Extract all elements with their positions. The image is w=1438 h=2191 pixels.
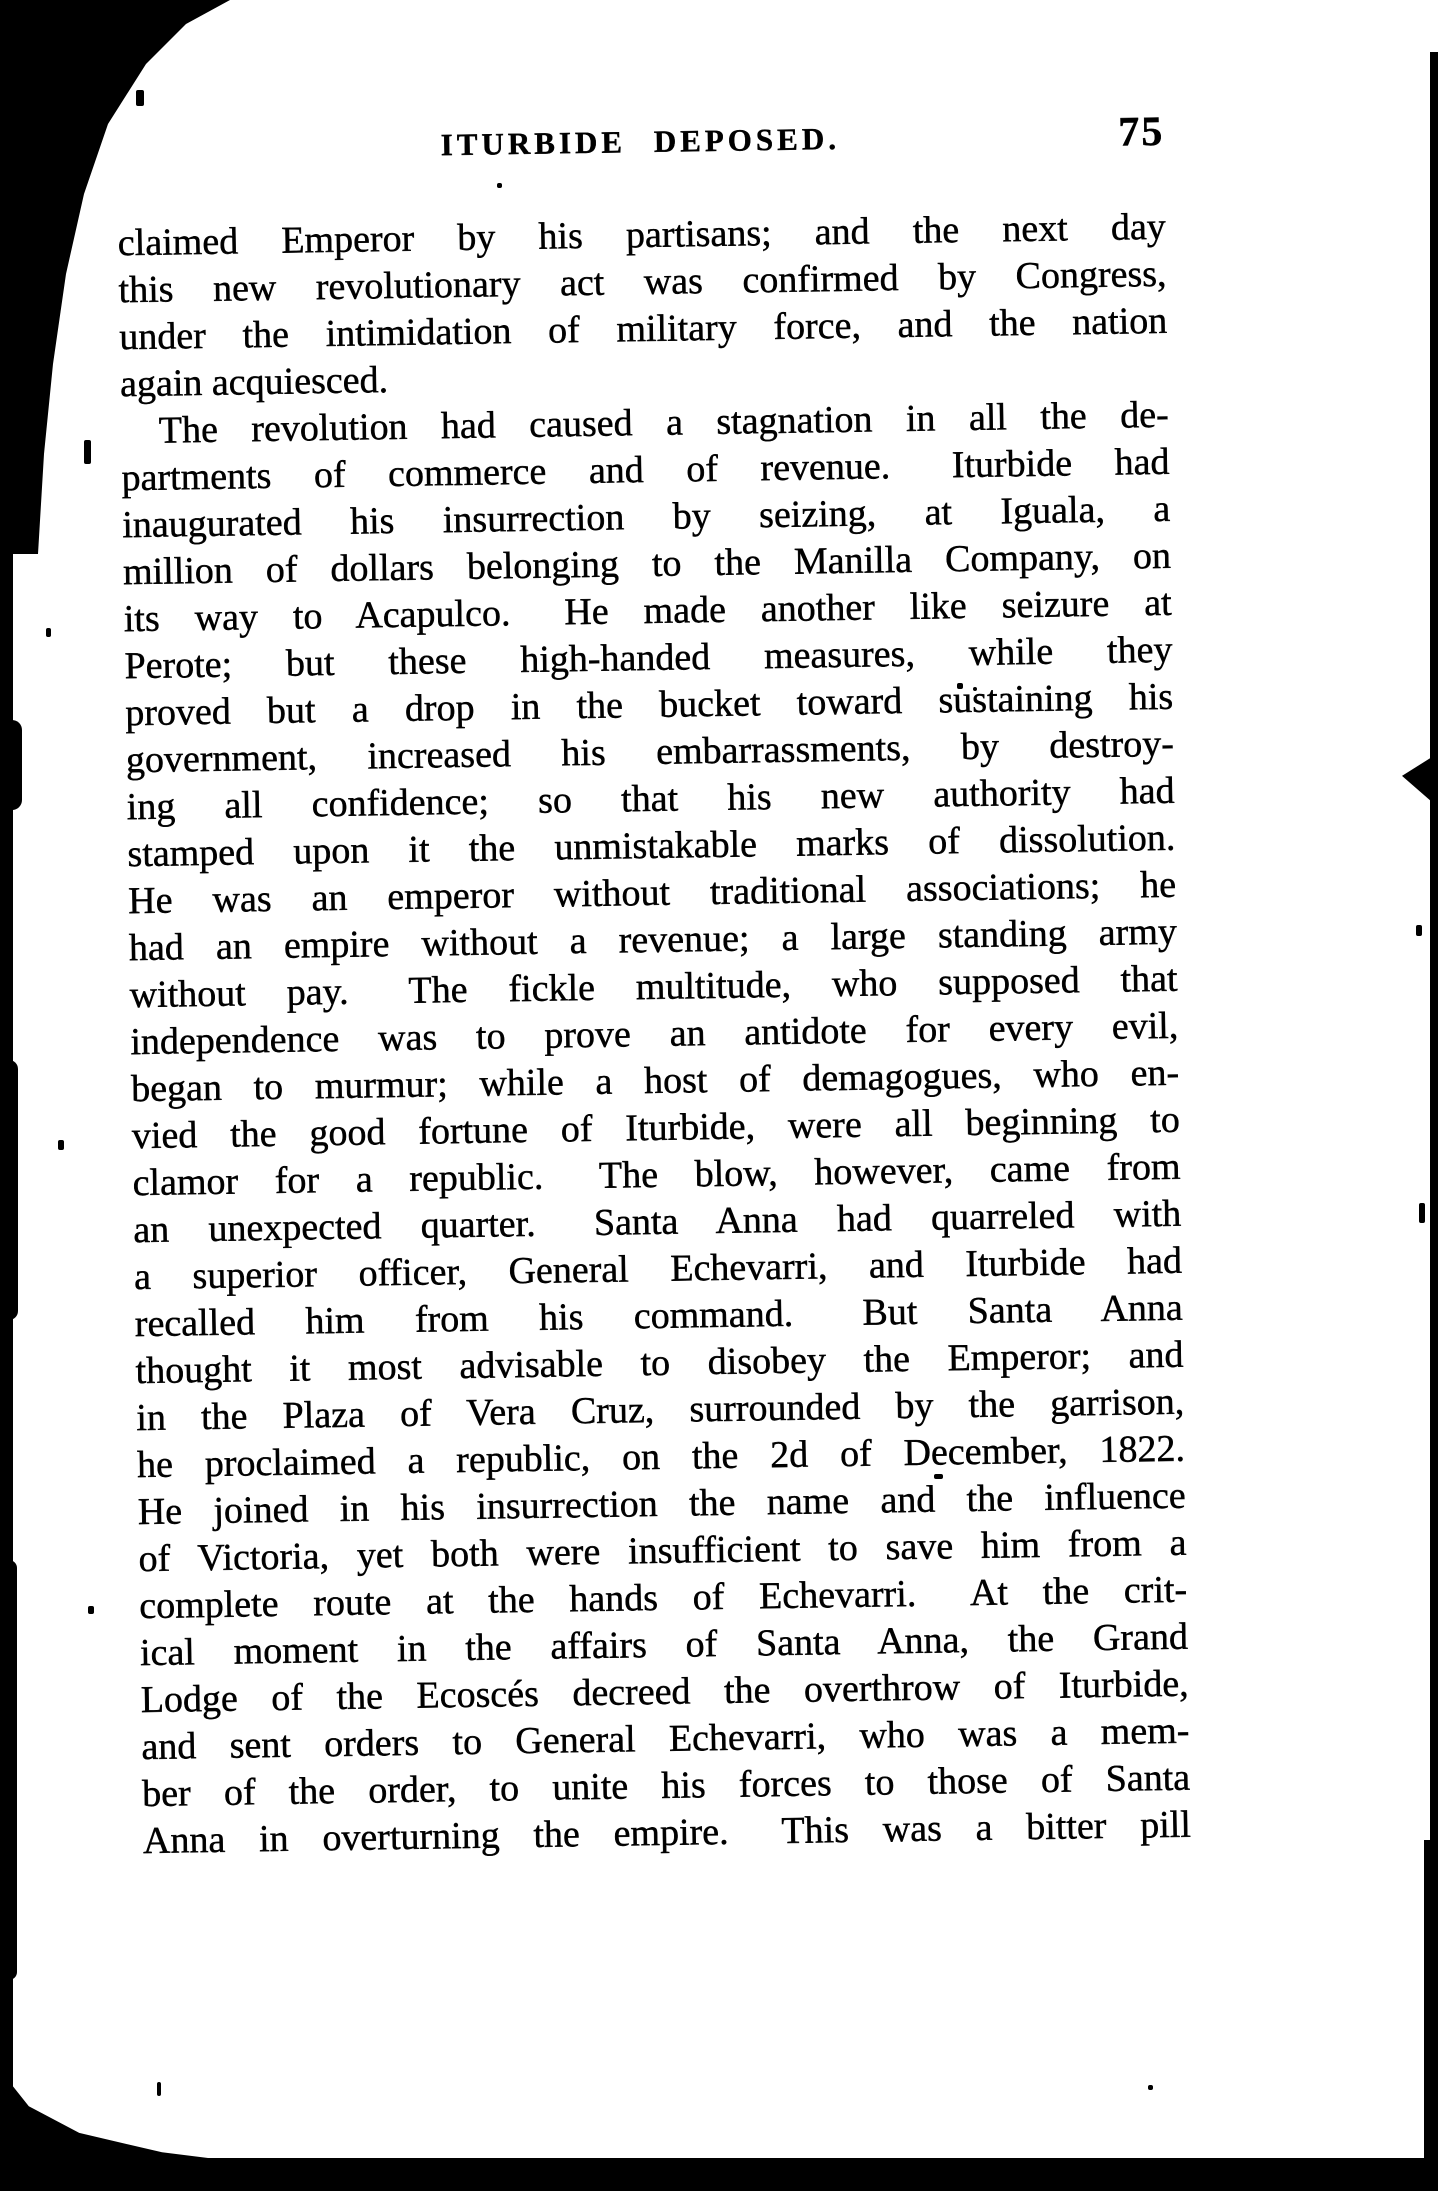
scan-speck bbox=[157, 2082, 161, 2096]
text-line: Anna in overturning the empire. This was a bitter pill bbox=[142, 1803, 1192, 1863]
text-line: claimed Emperor by his partisans; and the next day bbox=[117, 205, 1167, 265]
scan-artifact-right-edge bbox=[1424, 1840, 1438, 2191]
text-line: its way to Acapulco. He made another like seizure at bbox=[123, 581, 1172, 641]
text-line: this new revolutionary act was confirmed by Congress, bbox=[118, 252, 1167, 312]
text-line: government, increased his embarrassments, by destroy- bbox=[125, 722, 1175, 782]
text-line: The revolution had caused a stagnation in all the de- bbox=[158, 393, 1170, 452]
scan-speck bbox=[84, 440, 91, 464]
text-line: proved but a drop in the bucket toward sustaining his bbox=[124, 675, 1174, 735]
text-line: vied the good fortune of Iturbide, were all beginning to bbox=[131, 1098, 1181, 1158]
text-line: He joined in his insurrection the name and the influence bbox=[137, 1474, 1187, 1534]
text-line: thought it most advisable to disobey the Emperor; and bbox=[135, 1333, 1184, 1393]
text-line: and sent orders to General Echevarri, who was a mem- bbox=[141, 1709, 1190, 1769]
text-line: of Victoria, yet both were insufficient to save him from a bbox=[138, 1521, 1187, 1581]
text-line: he proclaimed a republic, on the 2d of December, 1822. bbox=[136, 1427, 1186, 1487]
text-line: began to murmur; while a host of demagogues, who en- bbox=[130, 1051, 1180, 1111]
text-line: He was an emperor without traditional associations; he bbox=[127, 863, 1177, 923]
scan-speck bbox=[1416, 925, 1422, 936]
text-line: ical moment in the affairs of Santa Anna, the Grand bbox=[139, 1615, 1189, 1675]
scan-speck bbox=[88, 1606, 94, 1614]
text-line: complete route at the hands of Echevarri. At the crit- bbox=[138, 1568, 1188, 1628]
scan-speck bbox=[1148, 2085, 1153, 2090]
text-line: Perote; but these high-handed measures, while they bbox=[124, 628, 1173, 688]
scan-speck bbox=[58, 1140, 64, 1150]
text-line: under the intimidation of military force, and the nation bbox=[119, 299, 1168, 359]
scan-artifact-bottom-slope bbox=[0, 2070, 360, 2191]
text-line: recalled him from his command. But Santa Anna bbox=[134, 1286, 1184, 1346]
body-text bbox=[118, 204, 1192, 1865]
scan-artifact-left-nub bbox=[0, 720, 22, 810]
scan-artifact-edge-wedge bbox=[1402, 757, 1432, 802]
text-line: inaugurated his insurrection by seizing, at Iguala, a bbox=[121, 487, 1171, 547]
text-line: stamped upon it the unmistakable marks of dissolution. bbox=[127, 816, 1176, 876]
text-line: an unexpected quarter. Santa Anna had quarreled with bbox=[133, 1192, 1182, 1252]
scan-artifact-left-nub bbox=[0, 1560, 17, 1980]
text-line: million of dollars belonging to the Manilla Company, on bbox=[122, 534, 1172, 594]
text-line: ber of the order, to unite his forces to those of Santa bbox=[141, 1756, 1191, 1816]
running-head bbox=[116, 108, 1165, 174]
text-line: a superior officer, General Echevarri, and Iturbide had bbox=[133, 1239, 1183, 1299]
scan-artifact-left-nub bbox=[0, 1060, 18, 1320]
running-header-title: ITURBIDE DEPOSED. bbox=[440, 120, 841, 163]
text-line: without pay. The fickle multitude, who supposed that bbox=[129, 957, 1178, 1017]
scan-speck bbox=[1419, 1203, 1425, 1223]
text-line: had an empire without a revenue; a large standing army bbox=[128, 910, 1178, 970]
text-line: in the Plaza of Vera Cruz, surrounded by the garrison, bbox=[135, 1380, 1185, 1440]
text-line: clamor for a republic. The blow, however, came from bbox=[132, 1145, 1181, 1205]
text-line: ing all confidence; so that his new authority had bbox=[126, 769, 1175, 829]
text-line: again acquiesced. bbox=[119, 359, 389, 406]
text-line: Lodge of the Ecoscés decreed the overthrow of Iturbide, bbox=[140, 1662, 1189, 1722]
scan-speck bbox=[46, 628, 51, 637]
text-line: independence was to prove an antidote for every evil, bbox=[130, 1004, 1179, 1064]
page-number: 75 bbox=[1117, 108, 1165, 156]
page-content bbox=[116, 80, 1192, 1865]
text-line: partments of commerce and of revenue. Iturbide had bbox=[121, 440, 1170, 500]
